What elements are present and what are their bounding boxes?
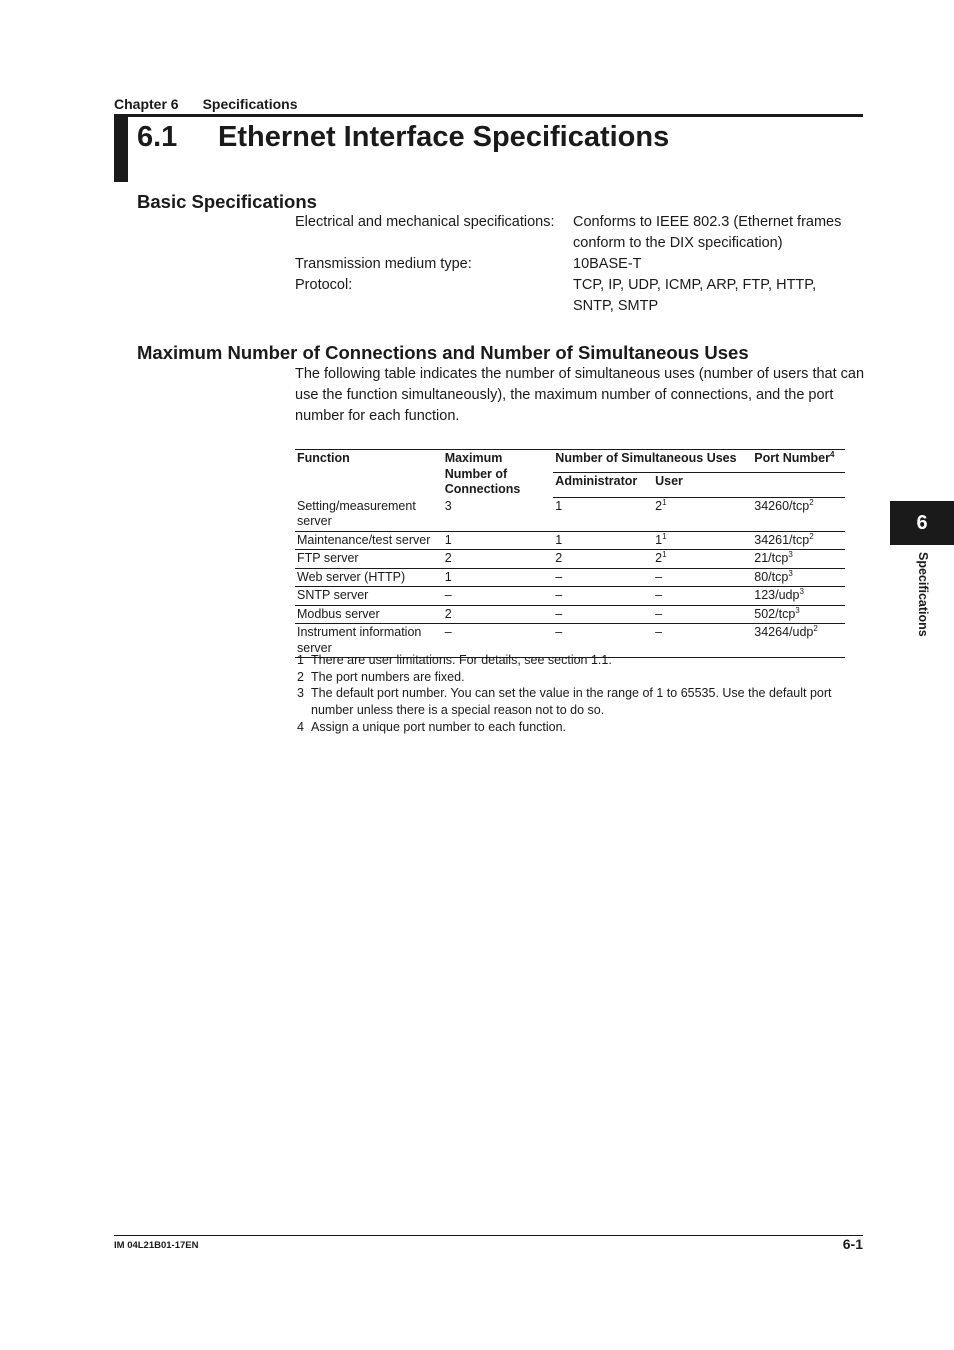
cell-user-value: 1 bbox=[655, 532, 663, 547]
cell-max-connections: – bbox=[443, 624, 554, 658]
cell-administrator: – bbox=[553, 587, 653, 606]
connections-table bbox=[295, 449, 845, 658]
cell-administrator: 2 bbox=[553, 550, 653, 569]
document-id: IM 04L21B01-17EN bbox=[114, 1240, 199, 1251]
table-footnotes bbox=[297, 652, 857, 736]
footnote-text: The default port number. You can set the value in the range of 1 to 65535. Use the default port number unless there is a special reason not to do so. bbox=[311, 686, 832, 718]
footnote-ref: 3 bbox=[795, 605, 800, 615]
chapter-label: Chapter 6 bbox=[114, 96, 179, 112]
col-administrator: Administrator bbox=[553, 473, 653, 498]
cell-port-value: 502/tcp bbox=[754, 606, 796, 621]
cell-administrator: – bbox=[553, 568, 653, 587]
spec-row bbox=[295, 254, 853, 275]
chapter-title: Specifications bbox=[202, 96, 298, 112]
cell-user-value: 2 bbox=[655, 551, 663, 565]
footnote-ref: 1 bbox=[662, 550, 667, 559]
cell-port-value: 21/tcp bbox=[754, 551, 789, 565]
cell-port-value: 123/udp bbox=[754, 588, 800, 602]
cell-user bbox=[653, 605, 752, 624]
cell-port bbox=[752, 531, 845, 550]
cell-port bbox=[752, 587, 845, 606]
cell-max-connections: – bbox=[443, 587, 554, 606]
footnote-ref: 4 bbox=[829, 450, 835, 459]
table-row bbox=[295, 498, 845, 532]
footnote-number: 4 bbox=[297, 719, 304, 734]
cell-port bbox=[752, 568, 845, 587]
cell-port-value: 34260/tcp bbox=[754, 499, 810, 513]
header-rule bbox=[114, 114, 863, 117]
table-row bbox=[295, 531, 845, 550]
spec-row bbox=[295, 275, 853, 317]
footnote bbox=[297, 652, 857, 669]
cell-user-value: 2 bbox=[655, 499, 663, 513]
spec-value: Conforms to IEEE 802.3 (Ethernet frames conform to the DIX specification) bbox=[573, 214, 842, 251]
cell-user bbox=[653, 587, 752, 606]
spec-value: TCP, IP, UDP, ICMP, ARP, FTP, HTTP, SNTP, SMTP bbox=[573, 277, 817, 314]
table-row bbox=[295, 550, 845, 569]
table-header-row bbox=[295, 450, 845, 473]
col-port-number bbox=[752, 450, 845, 473]
cell-max-connections: 1 bbox=[443, 568, 554, 587]
cell-max-connections: 1 bbox=[443, 531, 554, 550]
footnote-number: 3 bbox=[297, 686, 304, 701]
spec-label: Electrical and mechanical specifications: bbox=[295, 214, 555, 230]
section-title-text: Ethernet Interface Specifications bbox=[218, 121, 670, 153]
cell-user-value: – bbox=[655, 606, 663, 621]
col-port-number-label: Port Number bbox=[754, 451, 830, 465]
cell-port-value: 34264/udp bbox=[754, 625, 814, 639]
footnote-ref: 2 bbox=[809, 531, 814, 541]
cell-administrator: 1 bbox=[553, 498, 653, 532]
footnote-text: There are user limitations. For details, see section 1.1. bbox=[311, 653, 612, 667]
cell-port bbox=[752, 498, 845, 532]
cell-user bbox=[653, 498, 752, 532]
cell-function: FTP server bbox=[295, 550, 443, 569]
table-row bbox=[295, 587, 845, 606]
spec-label: Protocol: bbox=[295, 277, 353, 293]
cell-port-value: 34261/tcp bbox=[754, 532, 810, 547]
chapter-tab bbox=[890, 501, 954, 545]
footnote-ref: 3 bbox=[788, 568, 793, 578]
col-user: User bbox=[653, 473, 752, 498]
cell-max-connections: 2 bbox=[443, 550, 554, 569]
section-marker-bar bbox=[114, 114, 128, 182]
section-title bbox=[137, 121, 669, 154]
footer-rule bbox=[114, 1235, 863, 1236]
connections-intro: The following table indicates the number of simultaneous uses (number of users that can use the function simultaneously), the maximum number of connections, and the port number for each function. bbox=[295, 366, 865, 424]
spec-row bbox=[295, 212, 853, 254]
basic-specifications-heading: Basic Specifications bbox=[137, 191, 317, 212]
table-row bbox=[295, 568, 845, 587]
footnote bbox=[297, 719, 857, 736]
cell-user-value: – bbox=[655, 569, 663, 584]
footnote-ref: 2 bbox=[813, 624, 818, 633]
footnote bbox=[297, 669, 857, 686]
cell-administrator: – bbox=[553, 605, 653, 624]
col-port-spacer bbox=[752, 473, 845, 498]
cell-administrator: – bbox=[553, 624, 653, 658]
cell-function: Instrument information server bbox=[295, 624, 443, 658]
chapter-tab-number: 6 bbox=[916, 511, 928, 534]
cell-function: Maintenance/test server bbox=[295, 531, 443, 550]
cell-port bbox=[752, 605, 845, 624]
footnote-ref: 2 bbox=[809, 498, 814, 507]
cell-administrator: 1 bbox=[553, 531, 653, 550]
section-number: 6.1 bbox=[137, 121, 178, 153]
cell-function: Modbus server bbox=[295, 605, 443, 624]
col-max-connections: Maximum Number of Connections bbox=[443, 450, 554, 498]
cell-port bbox=[752, 550, 845, 569]
footnote-ref: 3 bbox=[799, 587, 804, 596]
cell-port-value: 80/tcp bbox=[754, 569, 789, 584]
cell-max-connections: 2 bbox=[443, 605, 554, 624]
chapter-tab-label: Specifications bbox=[916, 552, 930, 637]
footnote bbox=[297, 685, 857, 718]
connections-heading: Maximum Number of Connections and Number of Simultaneous Uses bbox=[137, 342, 749, 363]
table-row bbox=[295, 605, 845, 624]
footnote-ref: 1 bbox=[662, 498, 667, 507]
spec-value: 10BASE-T bbox=[573, 256, 642, 272]
footnote-text: The port numbers are fixed. bbox=[311, 669, 465, 684]
cell-user bbox=[653, 550, 752, 569]
footnote-number: 2 bbox=[297, 669, 304, 684]
cell-function: SNTP server bbox=[295, 587, 443, 606]
col-function: Function bbox=[295, 450, 443, 498]
col-simultaneous-uses: Number of Simultaneous Uses bbox=[553, 450, 752, 473]
chapter-header bbox=[114, 96, 298, 112]
cell-function: Web server (HTTP) bbox=[295, 568, 443, 587]
page-number: 6-1 bbox=[842, 1236, 863, 1252]
cell-max-connections: 3 bbox=[443, 498, 554, 532]
cell-user-value: – bbox=[655, 588, 663, 602]
footnote-ref: 1 bbox=[662, 531, 667, 541]
spec-label: Transmission medium type: bbox=[295, 256, 472, 272]
footnote-ref: 3 bbox=[788, 550, 793, 559]
footnote-number: 1 bbox=[297, 653, 304, 667]
cell-user bbox=[653, 531, 752, 550]
footnote-text: Assign a unique port number to each function. bbox=[311, 719, 567, 734]
cell-user-value: – bbox=[655, 625, 663, 639]
cell-function: Setting/measurement server bbox=[295, 498, 443, 532]
cell-user bbox=[653, 568, 752, 587]
